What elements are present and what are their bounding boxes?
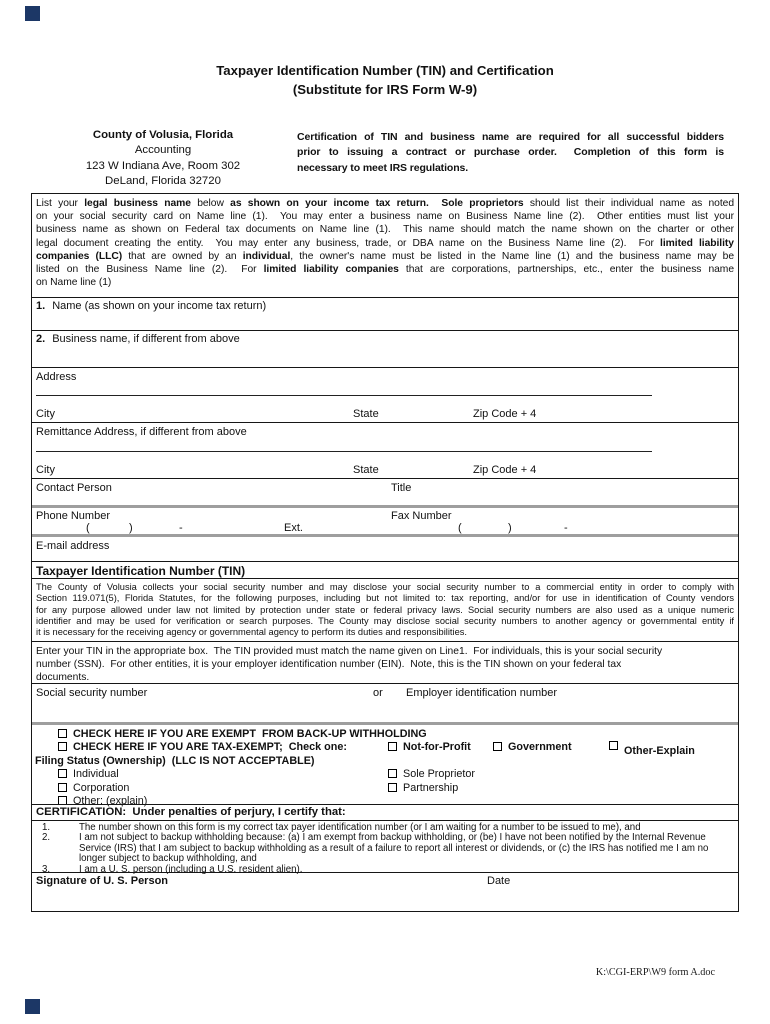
name-label-line: [32, 298, 738, 312]
not-for-profit-label: Not-for-Profit: [403, 741, 471, 754]
enter-tin-paragraph: Enter your TIN in the appropriate box. The TIN provided must match the name given on Line1. For individuals, this is your social security number (SSN). For other entities, it is your employer identification number (EIN). Note, this is the TIN shown on your federal tax documents.: [32, 641, 738, 683]
privacy-paragraph: The County of Volusia collects your social security number and may disclose your social security number to a commercial entity in order to comply with Section 119.071(5), Florida Statutes, for the following purposes, including but not limited to: tax reporting, and/or for use in identification of County vendors for any purpose allowed under law not limited by protection under state or federal privacy laws. Social security numbers are also used as a unique numeric identifier and may be used for verification or search purposes. The County may disclose social security numbers to another agency or governmental entity if it is necessary for the receiving agency or governmental agency to perform its duties and responsibilities.: [32, 578, 738, 641]
page-title: [0, 61, 770, 100]
remittance-write-line[interactable]: [36, 451, 652, 452]
ein-label: Employer identification number: [406, 687, 558, 699]
business-input-area[interactable]: [32, 345, 740, 367]
contact-row: [32, 478, 738, 505]
phone-number-label: Phone Number: [36, 510, 110, 522]
cert-item-1-text: The number shown on this form is my correct tax payer identification number (or I am waiting for a number to be issued to me), and: [79, 822, 641, 833]
address-zip-label: Zip Code + 4: [473, 408, 537, 420]
exempt-backup-withholding-label: CHECK HERE IF YOU ARE EXEMPT FROM BACK-UP WITHHOLDING: [73, 728, 427, 740]
tax-exempt-line: [32, 741, 738, 758]
fax-number-label: Fax Number: [391, 510, 452, 522]
partnership-label: Partnership: [403, 781, 459, 794]
exempt-backup-withholding-checkbox[interactable]: [58, 729, 67, 738]
signature-label: Signature of U. S. Person: [36, 875, 169, 887]
contact-person-label: Contact Person: [36, 482, 112, 494]
name-input-area[interactable]: [32, 312, 740, 330]
footer-file-path: K:\CGI-ERP\W9 form A.doc: [595, 967, 715, 978]
date-label: Date: [487, 875, 511, 887]
address-write-line[interactable]: [36, 395, 652, 396]
fax-paren-open: (: [458, 522, 462, 534]
other-explain-checkbox[interactable]: [609, 741, 618, 750]
address-state-label: State: [353, 408, 379, 420]
other-label: Other: (explain): [73, 795, 148, 808]
fax-dash: -: [564, 522, 568, 534]
sole-proprietor-checkbox[interactable]: [388, 769, 397, 778]
certification-notice: Certification of TIN and business name are required for all successful bidders prior to issuing a contract or purchase order. Completion of this form is necessary to meet IRS regulations.: [297, 131, 724, 174]
org-dept: Accounting: [134, 144, 192, 157]
remittance-state-label: State: [353, 464, 379, 476]
phone-dash: -: [179, 522, 183, 534]
ssn-label: Social security number: [36, 687, 148, 699]
name-number: 1.: [36, 300, 46, 312]
individual-option: [32, 768, 119, 780]
fax-paren-close: ): [508, 522, 512, 534]
email-row: [32, 534, 738, 561]
remittance-address-row: [32, 422, 738, 478]
phone-paren-open: (: [86, 522, 90, 534]
date-input-area[interactable]: [487, 887, 727, 911]
address-city-label: City: [36, 408, 55, 420]
cert-item-2-text: I am not subject to backup withholding because: (a) I am exempt from backup withholding, or (be) I have not been notified by the Internal Revenue Service (IRS) that I am subject to backup withholding as a result of a failure to report all interest or dividends, or (c) the IRS has notified me I am no longer subject to backup withholding, and: [79, 832, 709, 865]
tin-section-header: Taxpayer Identification Number (TIN): [32, 561, 738, 578]
partnership-checkbox[interactable]: [388, 783, 397, 792]
other-explain-label: Other-Explain: [624, 745, 695, 758]
backup-withholding-line: [32, 728, 738, 741]
business-number: 2.: [36, 333, 46, 345]
remittance-zip-label: Zip Code + 4: [473, 464, 537, 476]
corner-marker-top: [25, 6, 40, 21]
not-for-profit-checkbox[interactable]: [388, 742, 397, 751]
individual-checkbox[interactable]: [58, 769, 67, 778]
corporation-checkbox[interactable]: [58, 783, 67, 792]
title-line-1: Taxpayer Identification Number (TIN) and Certification: [216, 63, 554, 78]
or-label: or: [373, 687, 383, 699]
filing-status-heading: Filing Status (Ownership) (LLC IS NOT ACCEPTABLE): [35, 754, 315, 767]
government-option: [493, 741, 572, 754]
cert-item-3-text: I am a U. S. person (including a U.S. resident alien).: [79, 863, 303, 875]
filing-status-line-2: [32, 782, 738, 795]
contact-input-area[interactable]: [122, 479, 382, 506]
ssn-ein-row: [32, 683, 738, 722]
filing-status-line-1: [32, 768, 738, 781]
sole-proprietor-option: [388, 768, 475, 781]
email-label: E-mail address: [36, 540, 110, 552]
tax-exempt-checkbox[interactable]: [58, 742, 67, 751]
corner-marker-bottom: [25, 999, 40, 1014]
org-street: 123 W Indiana Ave, Room 302: [85, 159, 241, 172]
email-input-area[interactable]: [122, 537, 522, 564]
ein-input-area[interactable]: [406, 700, 706, 720]
org-city: DeLand, Florida 32720: [105, 175, 221, 188]
sole-proprietor-label: Sole Proprietor: [403, 768, 476, 781]
individual-label: Individual: [73, 768, 119, 781]
phone-paren-close: ): [129, 522, 133, 534]
phone-fax-row: [32, 505, 738, 534]
government-checkbox[interactable]: [493, 742, 502, 751]
cert-item-2-number: 2.: [42, 832, 51, 844]
government-label: Government: [508, 741, 572, 754]
name-label: Name (as shown on your income tax return): [52, 300, 267, 312]
business-label: Business name, if different from above: [52, 333, 240, 345]
business-name-row: [32, 330, 738, 367]
certification-item-2: [32, 833, 738, 864]
intro-paragraph: List your legal business name below as shown on your income tax return. Sole proprietors should list their individual name as noted on your social security card on Name line (1). You may enter a business name on Business Name line (2). Other entities must list your business name as shown on Federal tax documents on Name line (1). This name should match the name shown on the charter or other legal document creating the entity. You may enter any business, trade, or DBA name on the Business Name line (2). For limited liability companies (LLC) that are owned by an individual, the owner's name must be listed in the Name line (1) and the business name may be listed on the Business Name line (2). For limited liability companies that are corporations, partnerships, etc., enter the business name on Name line (1): [36, 198, 735, 289]
signature-row: [32, 872, 738, 911]
name-row: [32, 297, 738, 330]
form-table: [31, 193, 739, 912]
exemption-filing-block: [32, 722, 738, 808]
cert-item-3-number: 3.: [42, 863, 51, 875]
ssn-input-area[interactable]: [36, 700, 336, 720]
certification-list: [32, 820, 738, 875]
not-for-profit-option: [388, 741, 471, 754]
tax-exempt-label: CHECK HERE IF YOU ARE TAX-EXEMPT; Check one:: [73, 741, 347, 754]
address-row: [32, 367, 738, 422]
certification-header: CERTIFICATION: Under penalties of perjury, I certify that:: [32, 804, 738, 820]
remittance-city-label: City: [36, 464, 55, 476]
partnership-option: [388, 782, 458, 795]
phone-ext-label: Ext.: [284, 522, 303, 534]
corporation-option: [32, 782, 129, 794]
org-name: County of Volusia, Florida: [92, 129, 234, 141]
remittance-label: Remittance Address, if different from above: [36, 426, 247, 438]
signature-input-area[interactable]: [36, 887, 476, 911]
address-label: Address: [36, 371, 77, 383]
title-label: Title: [391, 482, 412, 494]
title-line-2: (Substitute for IRS Form W-9): [292, 82, 478, 98]
business-label-line: [32, 331, 738, 345]
corporation-label: Corporation: [73, 781, 130, 794]
cert-item-1-number: 1.: [42, 822, 51, 833]
org-address-block: [63, 128, 263, 190]
